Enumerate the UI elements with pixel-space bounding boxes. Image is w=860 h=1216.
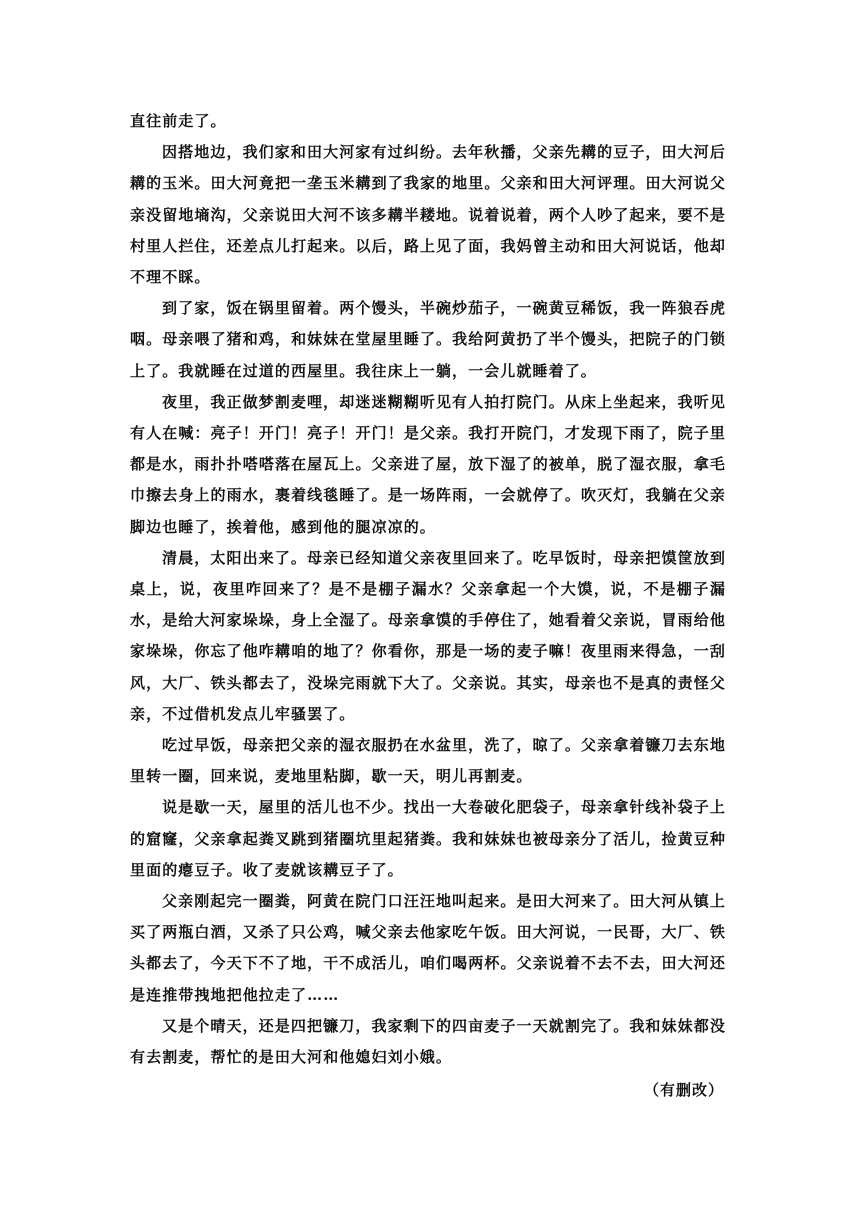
edit-note: （有删改） [643, 1081, 724, 1100]
paragraph: 因搭地边，我们家和田大河家有过纠纷。去年秋播，父亲先耩的豆子，田大河后耩的玉米。田大河竟把一垄玉米耩到了我家的地里。父亲和田大河评理。田大河说父亲没留地墒沟，父亲说田大河不该多耩半耧地。说着说着，两个人吵了起来，要不是村里人拦住，还差点儿打起来。以后，路上见了面，我妈曾主动和田大河说话，他却不理不睬。 [130, 143, 726, 287]
paragraph: 说是歇一天，屋里的活儿也不少。找出一大卷破化肥袋子，母亲拿针线补袋子上的窟窿，父亲拿起粪叉跳到猪圈坑里起猪粪。我和妹妹也被母亲分了活儿，捡黄豆种里面的瘪豆子。收了麦就该耩豆子了。 [130, 798, 726, 879]
paragraph: 直往前走了。 [130, 112, 227, 130]
article-body [130, 106, 726, 1107]
paragraph: 吃过早饭，母亲把父亲的湿衣服扔在水盆里，洗了，晾了。父亲拿着镰刀去东地里转一圈，回来说，麦地里粘脚，歇一天，明儿再割麦。 [130, 736, 726, 786]
paragraph: 又是个晴天，还是四把镰刀，我家剩下的四亩麦子一天就割完了。我和妹妹都没有去割麦，帮忙的是田大河和他媳妇刘小娥。 [130, 1016, 726, 1067]
paragraph: 夜里，我正做梦割麦哩，却迷迷糊糊听见有人拍打院门。从床上坐起来，我听见有人在喊：亮子！开门！亮子！开门！是父亲。我打开院门，才发现下雨了，院子里都是水，雨扑扑嗒嗒落在屋瓦上。父亲进了屋，放下湿了的被单，脱了湿衣服，拿毛巾擦去身上的雨水，裹着线毯睡了。是一场阵雨，一会就停了。吹灭灯，我躺在父亲脚边也睡了，挨着他，感到他的腿凉凉的。 [130, 392, 726, 536]
paragraph: 清晨，太阳出来了。母亲已经知道父亲夜里回来了。吃早饭时，母亲把馍筐放到桌上，说，夜里咋回来了？是不是棚子漏水？父亲拿起一个大馍，说，不是棚子漏水，是给大河家垛垛，身上全湿了。母亲拿馍的手停住了，她看着父亲说，冒雨给他家垛垛，你忘了他咋耩咱的地了？你看你，那是一场的麦子嘛！夜里雨来得急，一刮风，大厂、铁头都去了，没垛完雨就下大了。父亲说。其实，母亲也不是真的责怪父亲，不过借机发点儿牢骚罢了。 [130, 548, 726, 723]
paragraph: 到了家，饭在锅里留着。两个馒头，半碗炒茄子，一碗黄豆稀饭，我一阵狼吞虎咽。母亲喂了猪和鸡，和妹妹在堂屋里睡了。我给阿黄扔了半个馒头，把院子的门锁上了。我就睡在过道的西屋里。我往床上一躺，一会儿就睡着了。 [130, 299, 726, 380]
paragraph: 父亲刚起完一圈粪，阿黄在院门口汪汪地叫起来。是田大河来了。田大河从镇上买了两瓶白酒，又杀了只公鸡，喊父亲去他家吃午饭。田大河说，一民哥，大厂、铁头都去了，今天下不了地，干不成活儿，咱们喝两杯。父亲说着不去不去，田大河还是连推带拽地把他拉走了…… [130, 892, 726, 1004]
